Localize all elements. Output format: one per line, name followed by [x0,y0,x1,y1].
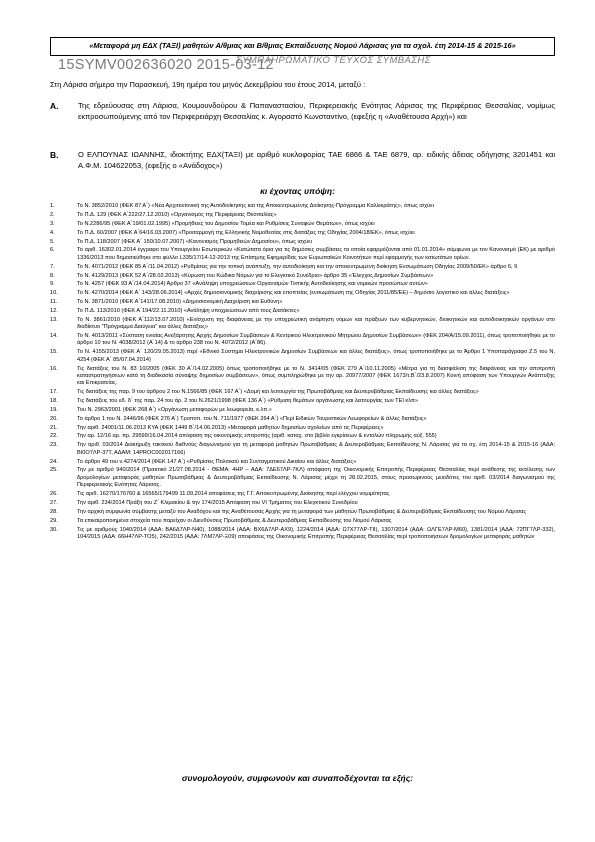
consideration-text: Το Ν. 4257 (ΦΕΚ 93 Α΄/14.04.2014) Άρθρο 37 «Ανάληψη υποχρεώσεων Οργανισμών Τοπικής Αυτοδιοίκησης και νομικών προσώπων αυτών» [77,281,428,288]
consideration-item [50,317,555,332]
consideration-number: 5. [50,238,55,245]
consideration-text: Το Ν. 3861/2010 (ΦΕΚ Α΄112/13.07.2010) «Ενίσχυση της διαφάνειας με την υποχρεωτική ανάρτηση νόμων και πράξεων των κυβερνητικών, διοικητικών και αυτοδιοικητικών οργάνων στο διαδίκτυο "Πρόγραμμα Διαύγεια" και άλλες διατάξεις» [77,316,555,331]
consideration-number: 11. [50,299,58,306]
consideration-text: Τις αριθ. 16270/176760 & 16565/179499 11.09.2014 αποφάσεις της Γ.Γ. Αποκεντρωμένης Διοίκησης περί ελέγχου νομιμότητας [77,490,390,497]
consideration-number: 30. [50,526,58,533]
document-title: «Μεταφορά μη ΕΔΧ (ΤΑΞΙ) μαθητών Α/θμιας και Β/θμιας Εκπαίδευσης Νομού Λάρισας για τα σχολ. έτη 2014-15 & 2015-16» [89,41,516,50]
consideration-text: Το αριθ. 16302.01.2014 έγγραφο του Υπουργείου Εσωτερικών «Κατώτατα όρια για τις δημόσιες συμβάσεις τα οποία εφαρμόζονται από 01.01.2014» σύμφωνα με τον Κανονισμό (ΕΚ) με αριθμό 1336/2013 που δημοσιεύθηκε στο φύλλο L335/17/14-12-2013 της Επίσημης Εφημερίδας των Ευρωπαϊκών Κοινοτήτων περί εφαρμογής των κατωτάτων ορίων. [77,247,555,261]
considerations-list [50,203,555,543]
consideration-number: 26. [50,490,58,497]
consideration-item [50,264,555,271]
consideration-text: Την αρ. 12/16 αρ. πρ. 29599/16.04.2014 απόφαση της οικονομικής επιτροπής (αριθ. καταχ. στο βιβλίο εγκρίσεων & εντολών πληρωμής αύξ. 555) [77,433,437,440]
consideration-item [50,333,555,348]
consideration-item [50,349,555,364]
consideration-item [50,398,555,405]
consideration-item [50,247,555,262]
consideration-number: 23. [50,442,58,449]
consideration-item [50,221,555,228]
consideration-number: 8. [50,272,55,279]
consideration-number: 2. [50,211,55,218]
consideration-item [50,527,555,542]
consideration-item [50,230,555,237]
party-text: Ο ΕΛΠΟΥΝΑΣ ΙΩΑΝΝΗΣ, ιδιοκτήτης ΕΔΧ(ΤΑΞΙ) με αριθμό κυκλοφορίας ΤΑΕ 6866 & ΤΑΕ 6879, αρ. ειδικής άδειας οδήγησης 3201451 και Α.Φ.Μ. 104622053, (εφεξής ο «Ανάδοχος») [78,150,555,170]
consideration-text: Το Ν. 4013/2011 «Σύσταση ενιαίας Ανεξάρτητης Αρχής Δημοσίων Συμβάσεων & Κεντρικού Ηλεκτρονικού Μητρώου Δημοσίων Συμβάσεων» (ΦΕΚ 204/Α/15.09.2011), όπως τροποποιήθηκε με το άρθρο 10 του Ν. 4038/2012 (Α΄14) & το άρθρο 238 του Ν. 4072/2012 (Α΄86). [77,333,555,347]
consideration-number: 22. [50,433,58,440]
consideration-item [50,425,555,432]
consideration-number: 12. [50,308,58,315]
consideration-number: 25. [50,467,58,474]
consideration-text: Την αρχική συμφωνία σύμβασης μεταξύ του Αναδόχου και της Αναθέτουσας Αρχής για τη μεταφορά των μαθητών Πρωτοβάθμιας & Δευτεροβάθμιας Εκπαίδευσης του Νομού Λάρισας [77,508,527,515]
contract-type-watermark: ΣΥΜΠΛΗΡΩΜΑΤΙΚΟ ΤΕΥΧΟΣ ΣΥΜΒΑΣΗΣ [236,55,431,66]
consideration-item [50,491,555,498]
consideration-item [50,442,555,457]
party-a [50,101,555,133]
consideration-item [50,203,555,210]
consideration-number: 1. [50,203,55,209]
party-letter: Β. [50,150,59,160]
consideration-number: 17. [50,389,58,396]
consideration-text: Το Ν.2286/95 (ΦΕΚ Α΄19/01.02.1995) «Προμήθειες του Δημοσίου Τομέα και Ρυθμίσεις Συναφών Θεμάτων», όπως ισχύει [77,220,375,227]
party-letter: Α. [50,101,59,111]
considering-heading: κι έχοντας υπόψη: [260,186,335,196]
consideration-number: 16. [50,365,58,372]
consideration-text: Το Π.Δ. 60/2007 (ΦΕΚ Α΄64/16.03.2007) «Προσαρμογή της Ελληνικής Νομοθεσίας στις διατάξεις της Οδηγίας 2004/18/ΕΚ», όπως ισχύει [77,229,415,236]
consideration-item [50,239,555,246]
consideration-item [50,500,555,507]
consideration-number: 18. [50,397,58,404]
party-text: Της εδρεύουσας στη Λάρισα, Κουμουνδούρου & Παπαναστασίου, Περιφερειακής Ενότητας Λάρισας της Περιφέρειας Θεσσαλίας, νομίμως εκπροσωπούμενης από τον Περιφερειάρχη Θεσσαλίας κ. Αγοραστό Κωνσταντίνο, (εφεξής η «Αναθέτουσα Αρχή») και [78,101,555,121]
intro-line: Στη Λάρισα σήμερα την Παρασκευή, 19η ημέρα του μηνός Δεκεμβρίου του έτους 2014, μεταξύ : [50,80,366,89]
consideration-number: 28. [50,508,58,515]
consideration-number: 13. [50,316,58,323]
consideration-item [50,416,555,423]
consideration-text: Τις διατάξεις του εδ. δ΄ της παρ. 24 του άρ. 2 του Ν.2621/1998 (ΦΕΚ 136 Α΄) «Ρύθμιση θεμάτων οργάνωσης και λειτουργίας των ΤΕΙ κλπ» [77,397,418,404]
consideration-text: Το Π.Δ. 113/2010 (ΦΕΚ Α΄194/22.11.2010) «Ανάληψη υποχρεώσεων από τους Διατάκτες» [77,308,300,315]
consideration-text: Τις με αριθμούς 1040/2014 (ΑΔΑ: ΒΑ6Δ7ΛΡ-Ν40), 1088/2014 (ΑΔΑ: ΒΧ6Δ7ΛΡ-ΑΧ9), 1224/2014 (ΑΔΑ: Ω7Χ77ΛΡ-ΤΙΙ), 1307/2014 (ΑΔΑ: ΩΛΓΕ7ΛΡ-Μ60), 1381/2014 (ΑΔΑ: 72ΠΓ7ΛΡ-332), 104/2015 (ΑΔΑ: 66Η47ΛΡ-ΤΟ5), 242/2015 (ΑΔΑ: 7ΛΜ7ΛΡ-Ξ09) αποφάσεις της Οικονομικής Επιτροπής Περιφέρειας Θεσσαλίας περί τροποποιήσεων δρομολογίων μεταφοράς μαθητών [77,526,555,540]
consideration-item [50,212,555,219]
consideration-text: Τα επικαιροποιημένα στοιχεία που παρείχαν οι Διευθύνσεις Πρωτοβάθμιας & Δευτεροβάθμιας Εκπαίδευσης του Νομού Λάρισας [77,517,392,524]
consideration-number: 20. [50,415,58,422]
consideration-item [50,366,555,388]
consideration-item [50,273,555,280]
consideration-text: Το Π.Δ. 118/2007 (ΦΕΚ Α΄ 150/10.07.2007) «Κανονισμός Προμηθειών Δημοσίου», όπως ισχύει [77,238,312,245]
consideration-item [50,433,555,440]
consideration-item [50,509,555,516]
consideration-number: 19. [50,406,58,413]
consideration-number: 27. [50,499,58,506]
consideration-number: 9. [50,281,55,288]
consideration-number: 24. [50,458,58,465]
consideration-text: Τις διατάξεις της παρ. 9 του άρθρου 2 του Ν.1566/85 (ΦΕΚ 167 Α΄) «Δομή και λειτουργία της Πρωτοβάθμιας και Δευτεροβάθμιας Εκπαίδευσης και άλλες διατάξεις» [77,389,479,396]
consideration-number: 29. [50,517,58,524]
consideration-number: 4. [50,229,55,236]
consideration-text: Το Ν. 3852/2010 (ΦΕΚ 87 Α΄) «Νέα Αρχιτεκτονική της Αυτοδιοίκησης και της Αποκεντρωμένης Διοίκησης-Πρόγραμμα Καλλικράτης», όπως ισχύει [77,203,434,209]
consideration-item [50,281,555,288]
consideration-number: 3. [50,220,55,227]
consideration-number: 21. [50,424,58,431]
consideration-item [50,467,555,489]
consideration-text: Το άρθρο 49 του ν.4274/2014 (ΦΕΚ 147 Α΄) «Ρυθμίσεις Πολιτικού και Συνταγματικού Δικαίου και άλλες διατάξεις» [77,458,357,465]
party-b [50,150,555,172]
consideration-item [50,407,555,414]
consideration-text: Την αριθ. 234/2014 Πράξη του Ζ΄ Κλιμακίου & την 174/2015 Απόφαση του VI Τμήματος του Ελεγκτικού Συνεδρίου [77,499,358,506]
consideration-text: Του Ν. 2963/2001 (ΦΕΚ 268 Α΄) «Οργάνωση μεταφορών με λεωφορεία, κ.λπ.» [77,406,272,413]
consideration-text: Το Ν. 4071/2012 (ΦΕΚ 85 Α΄/11.04.2012) «Ρυθμίσεις για την τοπική ανάπτυξη, την αυτοδιοίκηση και την αποκεντρωμένη διοίκηση Ενσωμάτωση Οδηγίας 2009/50/ΕΚ» άρθρο 6, 9 [77,263,518,270]
document-header [50,37,555,56]
consideration-number: 10. [50,290,58,297]
consideration-text: Τις διατάξεις του Ν. 83 10/2005 (ΦΕΚ 30 Α΄/14.02.2005) όπως τροποποιήθηκε με το Ν. 3414/05 (ΦΕΚ 279 Α΄/10.11.2005) «Μέτρα για τη διασφάλιση της διαφάνειας και την αποτροπή καταστρατηγήσεων κατά τη διαδικασία σύναψης δημοσίων συμβάσεων», όπως συμπληρώθηκε με την αρ. 20977/2007 (ΦΕΚ 1673/τ.Β΄/23.8.2007) Κοινή απόφαση των Υπουργών Ανάπτυξης και Επικρατείας. [77,365,555,387]
ada-stamp: 15SYMV002636020 2015-03-12 [58,57,274,73]
consideration-text: Το Ν. 3871/2010 (ΦΕΚ Α΄141/17.08.2010) «Δημοσιονομική Διαχείριση και Ευθύνη» [77,299,283,306]
consideration-text: Την αριθ. 24001/11.06.2013 ΚΥΑ (ΦΕΚ 1449 Β΄/14.06.2013) «Μεταφορά μαθητών δημοσίων σχολείων από τις Περιφέρειες» [77,424,384,431]
consideration-number: 6. [50,247,55,254]
consideration-item [50,299,555,306]
closing-heading: συνομολογούν, συμφωνούν και συναποδέχονται τα εξής: [181,773,414,783]
consideration-item [50,518,555,525]
consideration-text: Το Ν. 4155/2013 (ΦΕΚ Α΄ 120/29.05.2013) περί «Εθνικό Σύστημα Ηλεκτρονικών Δημοσίων Συμβάσεων και άλλες διατάξεις», όπως τροποποιήθηκε με το Άρθρο 1 Υποπαράγραφο Ζ.5 του Ν. 4254 (ΦΕΚ Α΄ 85/07.04.2014) [77,349,555,363]
consideration-number: 15. [50,349,58,356]
consideration-number: 7. [50,263,55,270]
consideration-item [50,308,555,315]
consideration-item [50,290,555,297]
consideration-text: Την με αριθμό 940/2014 (Πρακτικό 21/27.08.2014 - ΘΕΜΑ: 4ΗΡ – ΑΔΑ: 7ΔΕ67ΛΡ-7ΚΛ) απόφαση της Οικονομικής Επιτροπής Περιφέρειας Θεσσαλίας περί ανάθεσης της εκτέλεσης των δρομολογίων μεταφοράς μαθητών Πρωτοβάθμιας & Δευτεροβάθμιας Εκπαίδευσης Ν. Λάρισας μέχρι τη 28.02.2015, στους προσωρινούς μειοδότες του αριθ. 03/2014 διαγωνισμού της Περιφερειακής Ενότητας Λάρισας. [77,467,555,489]
consideration-text: Την αριθ. 03/2014 Διακήρυξη τακτικού διεθνούς διαγωνισμού για τη μεταφορά μαθητών Πρωτοβάθμιας & Δευτεροβάθμιας Εκπαίδευσης Ν. Λάρισας για τα σχ. έτη 2014-15 & 2015-16 (ΑΔΑ: ΒΙ0Ο7ΛΡ-37Τ, ΑΔΑΜ: 14PROC002017166) [77,442,555,456]
consideration-text: Το Π.Δ. 129 (ΦΕΚ Α΄222/27.12.2010) «Οργανισμός της Περιφέρειας Θεσσαλίας» [77,211,277,218]
consideration-item [50,389,555,396]
consideration-text: Το Ν. 4129/2013 (ΦΕΚ 52 Α΄/28.02.2013) «Κύρωση του Κώδικα Νόμων για το Ελεγκτικό Συνέδριο» άρθρο 35 «Έλεγχος Δημοσίων Συμβάσεων» [77,272,434,279]
consideration-number: 14. [50,333,58,340]
consideration-item [50,459,555,466]
consideration-text: Το Ν. 4270/2014 (ΦΕΚ Α΄ 143/28.06.2014) «Αρχές δημοσιονομικής διαχείρισης και εποπτείας (ενσωμάτωση της Οδηγίας 2011/85/ΕΕ) – δημόσιο λογιστικό και άλλες διατάξεις» [77,290,510,297]
consideration-text: Το άρθρο 1 του Ν. 2446/96 (ΦΕΚ 276 Α΄) Τροποπ. του Ν. 711/1977 (ΦΕΚ 264 Α΄) «Περί Ειδικών Τουριστικών Λεωφορείων & άλλες διατάξεις» [77,415,427,422]
